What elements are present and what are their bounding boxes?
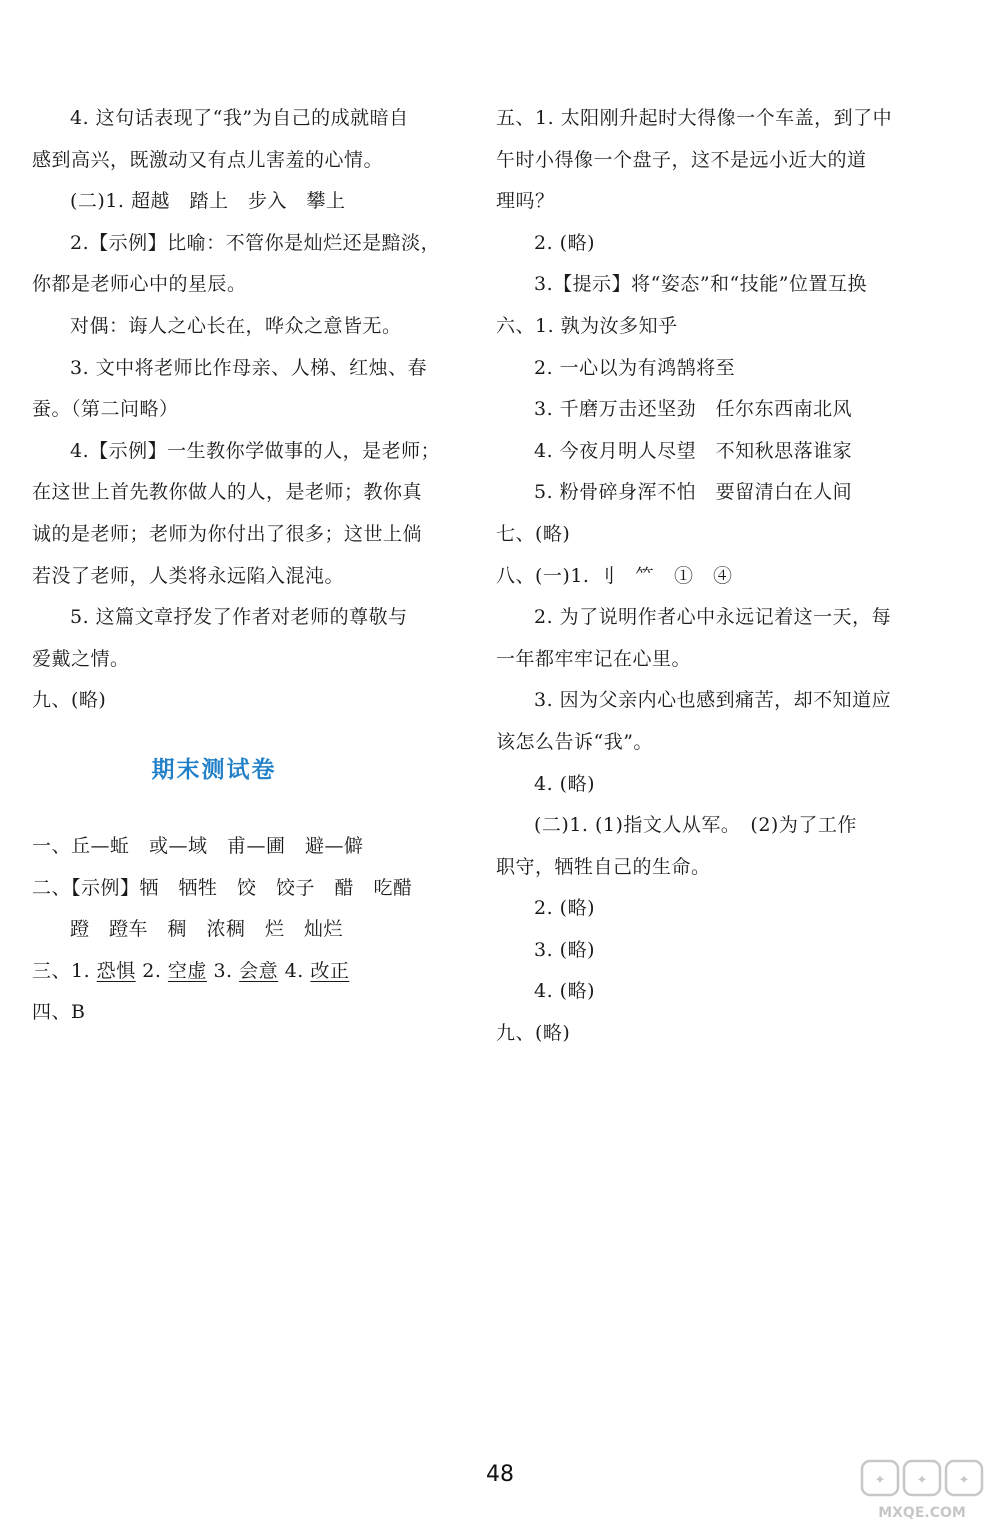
answer-number: 2. [142, 959, 168, 982]
answer-line: 2.【示例】比喻：不管你是灿烂还是黯淡， [70, 231, 441, 254]
answer-line: 你都是老师心中的星辰。 [32, 273, 247, 296]
page-number: 48 [486, 1462, 514, 1487]
answer-line-underlined [32, 951, 442, 993]
right-column [496, 98, 896, 1055]
watermark-char: ✦ [874, 1473, 886, 1488]
answer-prefix: 三、1. [32, 959, 97, 982]
answer-line: 一年都牢牢记在心里。 [496, 647, 692, 670]
answer-line: 3.【提示】将“姿态”和“技能”位置互换 [534, 273, 867, 296]
section-title: 期末测试卷 [151, 756, 277, 783]
answer-line: 该怎么告诉“我”。 [496, 730, 653, 753]
answer-line: 职守，牺牲自己的生命。 [496, 855, 711, 878]
answer-line: 七、(略) [496, 522, 571, 545]
answer-line: (二)1. (1)指文人从军。 (2)为了工作 [534, 814, 857, 837]
answer-line: 九、(略) [496, 1022, 571, 1045]
underlined-word: 恐惧 [96, 959, 136, 982]
answer-line: 六、1. 孰为汝多知乎 [496, 314, 678, 337]
answer-line: 蹬 蹬车 稠 浓稠 烂 灿烂 [70, 918, 344, 941]
answer-line: 4. 今夜月明人尽望 不知秋思落谁家 [534, 439, 853, 462]
answer-line: 2. 为了说明作者心中永远记着这一天，每 [534, 606, 892, 629]
answer-line: 感到高兴，既激动又有点儿害羞的心情。 [32, 148, 384, 171]
answer-line: 一、丘—蚯 或—域 甫—圃 避—僻 [32, 834, 364, 857]
answer-number: 4. [284, 959, 311, 982]
answer-line: 爱戴之情。 [32, 647, 130, 670]
answer-line: 若没了老师，人类将永远陷入混沌。 [32, 564, 345, 587]
answer-line: (二)1. 超越 踏上 步入 攀上 [70, 190, 346, 213]
watermark-char: ✦ [916, 1473, 928, 1488]
answer-line: 理吗？ [496, 190, 555, 213]
watermark-char: ✦ [958, 1473, 970, 1488]
answer-line: 2. (略) [534, 231, 595, 254]
answer-line: 诚的是老师；老师为你付出了很多；这世上倘 [32, 522, 423, 545]
answer-line: 5. 这篇文章抒发了作者对老师的尊敬与 [70, 606, 408, 629]
answer-line: 九、(略) [32, 689, 107, 712]
answer-line: 3. 文中将老师比作母亲、人梯、红烛、春 [70, 356, 428, 379]
answer-line: 2. (略) [534, 897, 595, 920]
answer-line: 4. 这句话表现了“我”为自己的成就暗自 [70, 107, 409, 129]
answer-line: 4.【示例】一生教你学做事的人，是老师； [70, 439, 441, 462]
watermark-logo [858, 1457, 986, 1523]
answer-line: 五、1. 太阳刚升起时大得像一个车盖，到了中 [496, 107, 893, 129]
answer-line: 3. (略) [534, 938, 595, 961]
answer-line: 4. (略) [534, 980, 595, 1003]
answer-line: 四、B [32, 1001, 86, 1024]
answer-line: 对偶：诲人之心长在，哗众之意皆无。 [70, 314, 402, 337]
answer-line: 2. 一心以为有鸿鹄将至 [534, 356, 736, 379]
answer-line: 3. 千磨万击还坚劲 任尔东西南北风 [534, 398, 853, 421]
answer-line: 蚕。（第二问略） [32, 398, 179, 421]
underlined-word: 会意 [239, 959, 279, 982]
watermark-url: MXQE.COM [878, 1505, 966, 1521]
answer-line: 4. (略) [534, 772, 595, 795]
answer-line: 5. 粉骨碎身浑不怕 要留清白在人间 [534, 481, 853, 504]
underlined-word: 空虚 [167, 959, 207, 982]
answer-number: 3. [213, 959, 240, 982]
underlined-word: 改正 [310, 959, 350, 982]
answer-line: 在这世上首先教你做人的人，是老师；教你真 [32, 481, 423, 504]
answer-line: 3. 因为父亲内心也感到痛苦，却不知道应 [534, 689, 892, 712]
left-column [32, 98, 442, 1034]
answer-line: 八、(一)1. 刂 ⺮ ① ④ [496, 564, 733, 587]
answer-line: 午时小得像一个盘子，这不是远小近大的道 [496, 148, 867, 171]
answer-line: 二、【示例】牺 牺牲 饺 饺子 醋 吃醋 [32, 876, 413, 899]
